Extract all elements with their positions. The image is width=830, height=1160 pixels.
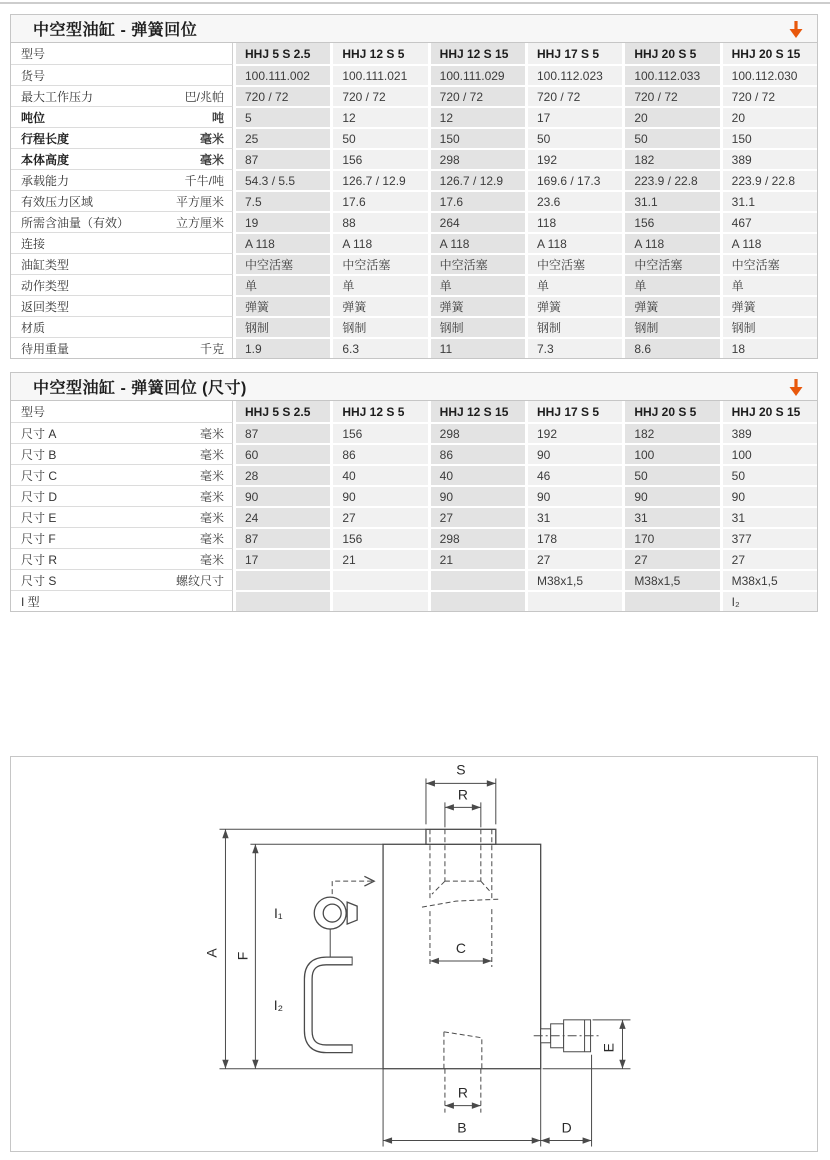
table-header-row bbox=[11, 43, 817, 64]
dimensions-table bbox=[11, 401, 817, 611]
row-label-cell bbox=[11, 106, 233, 127]
value-cell bbox=[330, 569, 427, 590]
value-cell: 100.112.030 bbox=[720, 64, 817, 85]
table-row bbox=[11, 443, 817, 464]
value-cell: 50 bbox=[622, 464, 719, 485]
table-row bbox=[11, 422, 817, 443]
value-cell: 264 bbox=[428, 211, 525, 232]
value-cell: 90 bbox=[525, 443, 622, 464]
value-cell: 156 bbox=[330, 422, 427, 443]
value-cell: A 118 bbox=[330, 232, 427, 253]
row-unit: 千克 bbox=[199, 341, 224, 356]
row-unit: 吨 bbox=[211, 110, 224, 125]
row-label-cell bbox=[11, 464, 233, 485]
value-cell bbox=[233, 569, 330, 590]
dim-R-top bbox=[445, 786, 481, 827]
value-cell: A 118 bbox=[525, 232, 622, 253]
row-label-cell bbox=[11, 590, 233, 611]
header-label-cell bbox=[11, 43, 233, 64]
row-unit: 毫米 bbox=[199, 552, 224, 567]
row-label-cell bbox=[11, 316, 233, 337]
table-row bbox=[11, 274, 817, 295]
value-cell: 126.7 / 12.9 bbox=[330, 169, 427, 190]
row-label-cell bbox=[11, 211, 233, 232]
value-cell: 中空活塞 bbox=[622, 253, 719, 274]
value-cell: 100 bbox=[720, 443, 817, 464]
value-cell: 27 bbox=[330, 506, 427, 527]
row-label-cell bbox=[11, 569, 233, 590]
value-cell: 720 / 72 bbox=[622, 85, 719, 106]
spec-section bbox=[10, 14, 818, 359]
value-cell: 182 bbox=[622, 422, 719, 443]
model-column-header-label: 型号 bbox=[21, 47, 46, 61]
value-cell: 31.1 bbox=[622, 190, 719, 211]
value-cell: 21 bbox=[330, 548, 427, 569]
table-row bbox=[11, 316, 817, 337]
dim-label-e: E bbox=[600, 1043, 617, 1053]
value-cell: 31 bbox=[720, 506, 817, 527]
value-cell: 弹簧 bbox=[428, 295, 525, 316]
model-name-header: HHJ 5 S 2.5 bbox=[233, 43, 330, 64]
value-cell: 87 bbox=[233, 422, 330, 443]
row-unit: 螺纹尺寸 bbox=[175, 573, 224, 588]
row-label-cell bbox=[11, 232, 233, 253]
value-cell: 单 bbox=[233, 274, 330, 295]
value-cell: 90 bbox=[622, 485, 719, 506]
section-title-bar bbox=[11, 15, 817, 43]
value-cell: 118 bbox=[525, 211, 622, 232]
value-cell: 17.6 bbox=[330, 190, 427, 211]
value-cell: 单 bbox=[330, 274, 427, 295]
row-label: 尺寸 E bbox=[21, 510, 57, 525]
table-row bbox=[11, 253, 817, 274]
row-label: 动作类型 bbox=[21, 278, 70, 293]
value-cell: 7.5 bbox=[233, 190, 330, 211]
row-label-cell bbox=[11, 274, 233, 295]
row-label: 吨位 bbox=[21, 110, 46, 125]
value-cell: 126.7 / 12.9 bbox=[428, 169, 525, 190]
cylinder-dimension-drawing bbox=[11, 757, 817, 1151]
value-cell: 100 bbox=[622, 443, 719, 464]
row-unit: 平方厘米 bbox=[175, 194, 224, 209]
value-cell: 86 bbox=[330, 443, 427, 464]
section-title: 中空型油缸 - 弹簧回位 (尺寸) bbox=[33, 380, 247, 397]
value-cell: 100.111.002 bbox=[233, 64, 330, 85]
row-label: 返回类型 bbox=[21, 299, 70, 314]
table-row bbox=[11, 548, 817, 569]
value-cell: M38x1,5 bbox=[622, 569, 719, 590]
value-cell: 100.111.029 bbox=[428, 64, 525, 85]
row-label: 本体高度 bbox=[21, 152, 70, 167]
value-cell: M38x1,5 bbox=[525, 569, 622, 590]
row-label-cell bbox=[11, 190, 233, 211]
model-name-header: HHJ 17 S 5 bbox=[525, 43, 622, 64]
row-label: 连接 bbox=[21, 236, 46, 251]
row-unit: 毫米 bbox=[199, 447, 224, 462]
value-cell: 钢制 bbox=[720, 316, 817, 337]
value-cell: 中空活塞 bbox=[233, 253, 330, 274]
table-row bbox=[11, 337, 817, 358]
value-cell: 377 bbox=[720, 527, 817, 548]
row-label: I 型 bbox=[21, 594, 40, 609]
row-label: 货号 bbox=[21, 68, 46, 83]
value-cell: 389 bbox=[720, 148, 817, 169]
table-row bbox=[11, 590, 817, 611]
section-title-bar bbox=[11, 373, 817, 401]
dimensions-section bbox=[10, 372, 818, 612]
download-arrow-icon[interactable] bbox=[787, 19, 805, 39]
value-cell: 182 bbox=[622, 148, 719, 169]
row-label-cell bbox=[11, 485, 233, 506]
dim-label-f: F bbox=[234, 951, 251, 961]
row-label-cell bbox=[11, 548, 233, 569]
value-cell: 50 bbox=[330, 127, 427, 148]
model-name-header: HHJ 20 S 5 bbox=[622, 401, 719, 422]
value-cell: 24 bbox=[233, 506, 330, 527]
value-cell: 11 bbox=[428, 337, 525, 358]
value-cell bbox=[525, 590, 622, 611]
value-cell: 31 bbox=[622, 506, 719, 527]
value-cell: 27 bbox=[720, 548, 817, 569]
row-unit: 毫米 bbox=[199, 531, 224, 546]
table-row bbox=[11, 232, 817, 253]
value-cell: 5 bbox=[233, 106, 330, 127]
table-header-row bbox=[11, 401, 817, 422]
table-row bbox=[11, 506, 817, 527]
model-name-header: HHJ 5 S 2.5 bbox=[233, 401, 330, 422]
row-unit: 毫米 bbox=[199, 131, 224, 146]
value-cell: 54.3 / 5.5 bbox=[233, 169, 330, 190]
row-label: 尺寸 B bbox=[21, 447, 57, 462]
value-cell: 720 / 72 bbox=[233, 85, 330, 106]
value-cell: 27 bbox=[622, 548, 719, 569]
value-cell: 弹簧 bbox=[525, 295, 622, 316]
dim-label-r-top: R bbox=[457, 786, 468, 803]
value-cell: 90 bbox=[330, 485, 427, 506]
value-cell: 7.3 bbox=[525, 337, 622, 358]
value-cell: 28 bbox=[233, 464, 330, 485]
value-cell: A 118 bbox=[233, 232, 330, 253]
value-cell: 100.112.033 bbox=[622, 64, 719, 85]
download-arrow-icon[interactable] bbox=[787, 377, 805, 397]
spec-table bbox=[11, 43, 817, 358]
dim-R-bottom bbox=[445, 1085, 481, 1106]
table-row bbox=[11, 527, 817, 548]
value-cell: 178 bbox=[525, 527, 622, 548]
value-cell: 720 / 72 bbox=[428, 85, 525, 106]
value-cell: 钢制 bbox=[525, 316, 622, 337]
header-label-cell bbox=[11, 401, 233, 422]
eye-bolt-icon bbox=[274, 897, 357, 957]
row-label-cell bbox=[11, 85, 233, 106]
row-unit: 毫米 bbox=[199, 152, 224, 167]
value-cell: 17.6 bbox=[428, 190, 525, 211]
value-cell: I₂ bbox=[720, 590, 817, 611]
value-cell: 20 bbox=[622, 106, 719, 127]
row-unit: 立方厘米 bbox=[175, 215, 224, 230]
value-cell: 23.6 bbox=[525, 190, 622, 211]
value-cell: 钢制 bbox=[330, 316, 427, 337]
dim-label-c: C bbox=[455, 940, 466, 957]
row-label-cell bbox=[11, 337, 233, 358]
row-label: 油缸类型 bbox=[21, 257, 70, 272]
model-name-header: HHJ 20 S 15 bbox=[720, 401, 817, 422]
table-row bbox=[11, 169, 817, 190]
value-cell: 40 bbox=[330, 464, 427, 485]
table-row bbox=[11, 211, 817, 232]
u-handle-icon bbox=[274, 956, 352, 1053]
value-cell: 19 bbox=[233, 211, 330, 232]
value-cell: 90 bbox=[233, 485, 330, 506]
value-cell: 钢制 bbox=[622, 316, 719, 337]
value-cell: 298 bbox=[428, 148, 525, 169]
value-cell: 12 bbox=[428, 106, 525, 127]
value-cell bbox=[428, 569, 525, 590]
value-cell: 150 bbox=[428, 127, 525, 148]
value-cell: 156 bbox=[330, 148, 427, 169]
value-cell: 100.112.023 bbox=[525, 64, 622, 85]
value-cell: 8.6 bbox=[622, 337, 719, 358]
value-cell: 298 bbox=[428, 422, 525, 443]
value-cell: 20 bbox=[720, 106, 817, 127]
value-cell: 17 bbox=[525, 106, 622, 127]
dim-label-a: A bbox=[203, 948, 220, 958]
value-cell: 720 / 72 bbox=[720, 85, 817, 106]
model-column-header-label: 型号 bbox=[21, 405, 46, 419]
dim-label-s: S bbox=[456, 761, 466, 778]
value-cell: 弹簧 bbox=[720, 295, 817, 316]
value-cell: 87 bbox=[233, 527, 330, 548]
value-cell bbox=[330, 590, 427, 611]
value-cell: 18 bbox=[720, 337, 817, 358]
value-cell: 86 bbox=[428, 443, 525, 464]
value-cell: 720 / 72 bbox=[525, 85, 622, 106]
value-cell: 88 bbox=[330, 211, 427, 232]
value-cell: 弹簧 bbox=[330, 295, 427, 316]
value-cell: 50 bbox=[525, 127, 622, 148]
value-cell: 720 / 72 bbox=[330, 85, 427, 106]
row-label: 尺寸 C bbox=[21, 468, 58, 483]
coupler-fitting-icon bbox=[534, 1020, 602, 1052]
value-cell: 298 bbox=[428, 527, 525, 548]
value-cell: 钢制 bbox=[428, 316, 525, 337]
row-unit: 毫米 bbox=[199, 426, 224, 441]
value-cell: 169.6 / 17.3 bbox=[525, 169, 622, 190]
value-cell: A 118 bbox=[622, 232, 719, 253]
value-cell: 中空活塞 bbox=[720, 253, 817, 274]
row-label: 尺寸 R bbox=[21, 552, 58, 567]
table-row bbox=[11, 85, 817, 106]
table-row bbox=[11, 106, 817, 127]
table-row bbox=[11, 485, 817, 506]
value-cell: 中空活塞 bbox=[330, 253, 427, 274]
page-top-rule bbox=[0, 2, 830, 4]
row-label: 行程长度 bbox=[21, 131, 70, 146]
row-label: 尺寸 F bbox=[21, 531, 56, 546]
row-label-cell bbox=[11, 64, 233, 85]
row-label-cell bbox=[11, 253, 233, 274]
value-cell: 156 bbox=[622, 211, 719, 232]
model-name-header: HHJ 20 S 15 bbox=[720, 43, 817, 64]
value-cell: 87 bbox=[233, 148, 330, 169]
value-cell: 50 bbox=[720, 464, 817, 485]
model-name-header: HHJ 17 S 5 bbox=[525, 401, 622, 422]
label-i2: I₂ bbox=[273, 996, 283, 1013]
row-label-cell bbox=[11, 148, 233, 169]
value-cell bbox=[622, 590, 719, 611]
table-row bbox=[11, 464, 817, 485]
model-name-header: HHJ 12 S 15 bbox=[428, 43, 525, 64]
row-label: 材质 bbox=[21, 320, 46, 335]
dim-label-d: D bbox=[561, 1119, 572, 1136]
dim-label-r-bottom: R bbox=[457, 1084, 468, 1101]
table-row bbox=[11, 190, 817, 211]
value-cell: 17 bbox=[233, 548, 330, 569]
row-label-cell bbox=[11, 506, 233, 527]
section-title: 中空型油缸 - 弹簧回位 bbox=[33, 22, 198, 39]
value-cell: 223.9 / 22.8 bbox=[622, 169, 719, 190]
value-cell: A 118 bbox=[720, 232, 817, 253]
row-label-cell bbox=[11, 443, 233, 464]
value-cell: 6.3 bbox=[330, 337, 427, 358]
value-cell: 40 bbox=[428, 464, 525, 485]
row-label: 最大工作压力 bbox=[21, 89, 94, 104]
value-cell: 中空活塞 bbox=[428, 253, 525, 274]
row-unit: 毫米 bbox=[199, 468, 224, 483]
row-label-cell bbox=[11, 527, 233, 548]
leader-arrow bbox=[332, 881, 374, 894]
value-cell: 单 bbox=[525, 274, 622, 295]
value-cell: 1.9 bbox=[233, 337, 330, 358]
value-cell: 31 bbox=[525, 506, 622, 527]
value-cell: 170 bbox=[622, 527, 719, 548]
value-cell: A 118 bbox=[428, 232, 525, 253]
value-cell: 100.111.021 bbox=[330, 64, 427, 85]
dim-label-b: B bbox=[457, 1119, 467, 1136]
value-cell: 21 bbox=[428, 548, 525, 569]
value-cell: 60 bbox=[233, 443, 330, 464]
row-label: 有效压力区域 bbox=[21, 194, 94, 209]
row-label: 尺寸 S bbox=[21, 573, 57, 588]
table-row bbox=[11, 295, 817, 316]
value-cell: 192 bbox=[525, 422, 622, 443]
value-cell: 钢制 bbox=[233, 316, 330, 337]
value-cell: M38x1,5 bbox=[720, 569, 817, 590]
value-cell: 中空活塞 bbox=[525, 253, 622, 274]
value-cell: 90 bbox=[525, 485, 622, 506]
row-label: 待用重量 bbox=[21, 341, 70, 356]
value-cell: 27 bbox=[428, 506, 525, 527]
row-unit: 毫米 bbox=[199, 510, 224, 525]
table-row bbox=[11, 64, 817, 85]
row-label: 所需含油量（有效） bbox=[21, 215, 130, 230]
value-cell: 31.1 bbox=[720, 190, 817, 211]
row-label-cell bbox=[11, 295, 233, 316]
dim-B bbox=[383, 1069, 541, 1147]
model-name-header: HHJ 20 S 5 bbox=[622, 43, 719, 64]
value-cell: 150 bbox=[720, 127, 817, 148]
value-cell bbox=[428, 590, 525, 611]
model-name-header: HHJ 12 S 5 bbox=[330, 401, 427, 422]
value-cell: 46 bbox=[525, 464, 622, 485]
row-label: 尺寸 D bbox=[21, 489, 58, 504]
row-unit: 毫米 bbox=[199, 489, 224, 504]
row-unit: 千牛/吨 bbox=[184, 173, 224, 188]
table-row bbox=[11, 569, 817, 590]
table-row bbox=[11, 127, 817, 148]
value-cell: 467 bbox=[720, 211, 817, 232]
value-cell: 27 bbox=[525, 548, 622, 569]
value-cell: 单 bbox=[622, 274, 719, 295]
value-cell: 单 bbox=[428, 274, 525, 295]
value-cell: 单 bbox=[720, 274, 817, 295]
model-name-header: HHJ 12 S 5 bbox=[330, 43, 427, 64]
table-row bbox=[11, 148, 817, 169]
value-cell: 25 bbox=[233, 127, 330, 148]
label-i1: I₁ bbox=[274, 905, 283, 922]
value-cell: 90 bbox=[428, 485, 525, 506]
dimension-diagram-panel bbox=[10, 756, 818, 1152]
row-label-cell bbox=[11, 422, 233, 443]
value-cell: 弹簧 bbox=[622, 295, 719, 316]
row-label: 承载能力 bbox=[21, 173, 70, 188]
row-unit: 巴/兆帕 bbox=[184, 89, 224, 104]
value-cell: 389 bbox=[720, 422, 817, 443]
value-cell bbox=[233, 590, 330, 611]
value-cell: 50 bbox=[622, 127, 719, 148]
row-label-cell bbox=[11, 169, 233, 190]
value-cell: 90 bbox=[720, 485, 817, 506]
value-cell: 156 bbox=[330, 527, 427, 548]
value-cell: 弹簧 bbox=[233, 295, 330, 316]
row-label: 尺寸 A bbox=[21, 426, 57, 441]
value-cell: 223.9 / 22.8 bbox=[720, 169, 817, 190]
value-cell: 192 bbox=[525, 148, 622, 169]
row-label-cell bbox=[11, 127, 233, 148]
value-cell: 12 bbox=[330, 106, 427, 127]
model-name-header: HHJ 12 S 15 bbox=[428, 401, 525, 422]
